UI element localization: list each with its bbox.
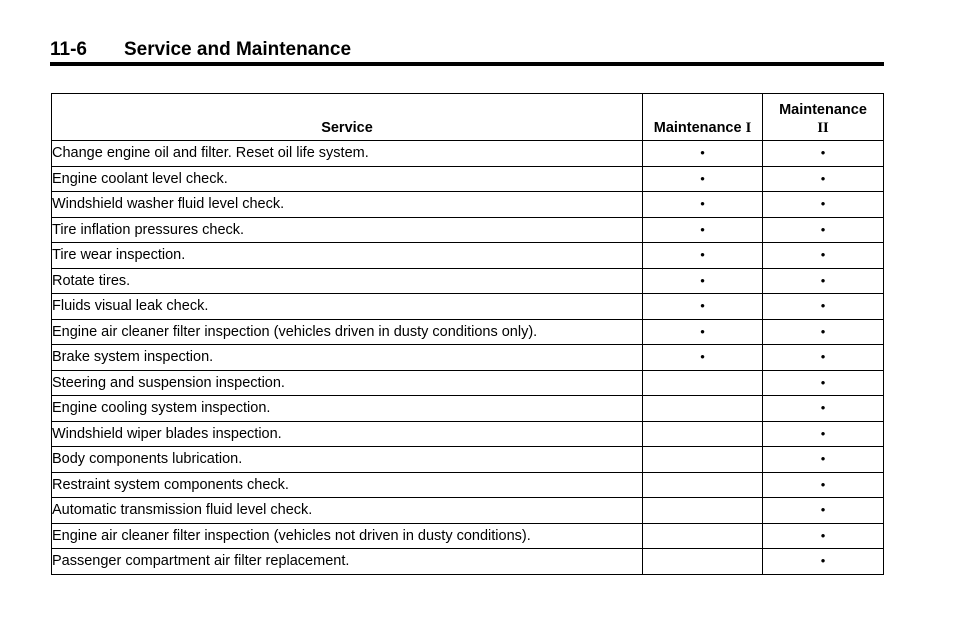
table-row bbox=[52, 192, 884, 218]
page-number: 11-6 bbox=[50, 39, 87, 60]
maintenance-1-mark: • bbox=[643, 217, 763, 243]
maintenance-1-mark: • bbox=[643, 243, 763, 269]
maintenance-2-mark: • bbox=[763, 472, 884, 498]
table-row bbox=[52, 141, 884, 167]
maintenance-2-mark: • bbox=[763, 549, 884, 575]
page-header bbox=[50, 38, 884, 62]
table-row bbox=[52, 549, 884, 575]
service-cell: Body components lubrication. bbox=[52, 447, 643, 473]
service-column-header bbox=[52, 94, 643, 141]
maintenance-1-mark bbox=[643, 421, 763, 447]
service-cell: Change engine oil and filter. Reset oil life system. bbox=[52, 141, 643, 167]
maintenance-1-header-label: Maintenance bbox=[653, 120, 742, 136]
maintenance-1-mark: • bbox=[643, 268, 763, 294]
section-title: Service and Maintenance bbox=[124, 39, 352, 60]
maintenance-2-mark: • bbox=[763, 345, 884, 371]
service-cell: Automatic transmission fluid level check. bbox=[52, 498, 643, 524]
service-cell: Fluids visual leak check. bbox=[52, 294, 643, 320]
service-cell: Brake system inspection. bbox=[52, 345, 643, 371]
maintenance-2-mark: • bbox=[763, 370, 884, 396]
table-row bbox=[52, 370, 884, 396]
service-cell: Engine air cleaner filter inspection (vehicles not driven in dusty conditions). bbox=[52, 523, 643, 549]
table-row bbox=[52, 319, 884, 345]
table-row bbox=[52, 472, 884, 498]
maintenance-1-mark: • bbox=[643, 345, 763, 371]
maintenance-1-mark bbox=[643, 498, 763, 524]
maintenance-1-mark bbox=[643, 523, 763, 549]
table-row bbox=[52, 217, 884, 243]
maintenance-2-mark: • bbox=[763, 523, 884, 549]
maintenance-2-mark: • bbox=[763, 217, 884, 243]
table-row bbox=[52, 294, 884, 320]
table-row bbox=[52, 498, 884, 524]
table-row bbox=[52, 166, 884, 192]
maintenance-1-mark: • bbox=[643, 166, 763, 192]
maintenance-1-mark bbox=[643, 447, 763, 473]
maintenance-1-column-header bbox=[643, 94, 763, 141]
maintenance-2-mark: • bbox=[763, 396, 884, 422]
table-row bbox=[52, 243, 884, 269]
maintenance-2-mark: • bbox=[763, 141, 884, 167]
maintenance-2-mark: • bbox=[763, 498, 884, 524]
maintenance-1-mark: • bbox=[643, 294, 763, 320]
maintenance-1-mark bbox=[643, 370, 763, 396]
maintenance-schedule-table bbox=[51, 93, 884, 575]
maintenance-1-mark bbox=[643, 396, 763, 422]
maintenance-1-mark: • bbox=[643, 319, 763, 345]
table-row bbox=[52, 523, 884, 549]
maintenance-2-mark: • bbox=[763, 243, 884, 269]
maintenance-2-mark: • bbox=[763, 192, 884, 218]
service-cell: Windshield washer fluid level check. bbox=[52, 192, 643, 218]
service-header-label: Service bbox=[321, 120, 373, 136]
table-header-row bbox=[52, 94, 884, 141]
service-cell: Engine air cleaner filter inspection (vehicles driven in dusty conditions only). bbox=[52, 319, 643, 345]
service-cell: Restraint system components check. bbox=[52, 472, 643, 498]
maintenance-1-mark: • bbox=[643, 141, 763, 167]
maintenance-1-mark bbox=[643, 549, 763, 575]
maintenance-2-mark: • bbox=[763, 319, 884, 345]
service-cell: Engine coolant level check. bbox=[52, 166, 643, 192]
maintenance-2-mark: • bbox=[763, 421, 884, 447]
service-cell: Rotate tires. bbox=[52, 268, 643, 294]
table-row bbox=[52, 268, 884, 294]
service-cell: Passenger compartment air filter replacement. bbox=[52, 549, 643, 575]
maintenance-2-mark: • bbox=[763, 447, 884, 473]
table-row bbox=[52, 345, 884, 371]
maintenance-1-header-numeral: I bbox=[745, 120, 752, 136]
service-cell: Steering and suspension inspection. bbox=[52, 370, 643, 396]
table-row bbox=[52, 396, 884, 422]
maintenance-2-column-header bbox=[763, 94, 884, 141]
maintenance-2-mark: • bbox=[763, 294, 884, 320]
maintenance-1-mark bbox=[643, 472, 763, 498]
table-row bbox=[52, 421, 884, 447]
service-cell: Windshield wiper blades inspection. bbox=[52, 421, 643, 447]
header-rule bbox=[50, 62, 884, 66]
service-cell: Tire wear inspection. bbox=[52, 243, 643, 269]
table-row bbox=[52, 447, 884, 473]
maintenance-1-mark: • bbox=[643, 192, 763, 218]
service-cell: Tire inflation pressures check. bbox=[52, 217, 643, 243]
maintenance-2-header-label: Maintenance bbox=[779, 102, 867, 118]
service-cell: Engine cooling system inspection. bbox=[52, 396, 643, 422]
maintenance-2-mark: • bbox=[763, 166, 884, 192]
maintenance-2-mark: • bbox=[763, 268, 884, 294]
table-body bbox=[52, 141, 884, 575]
maintenance-2-header-numeral: II bbox=[817, 120, 829, 136]
